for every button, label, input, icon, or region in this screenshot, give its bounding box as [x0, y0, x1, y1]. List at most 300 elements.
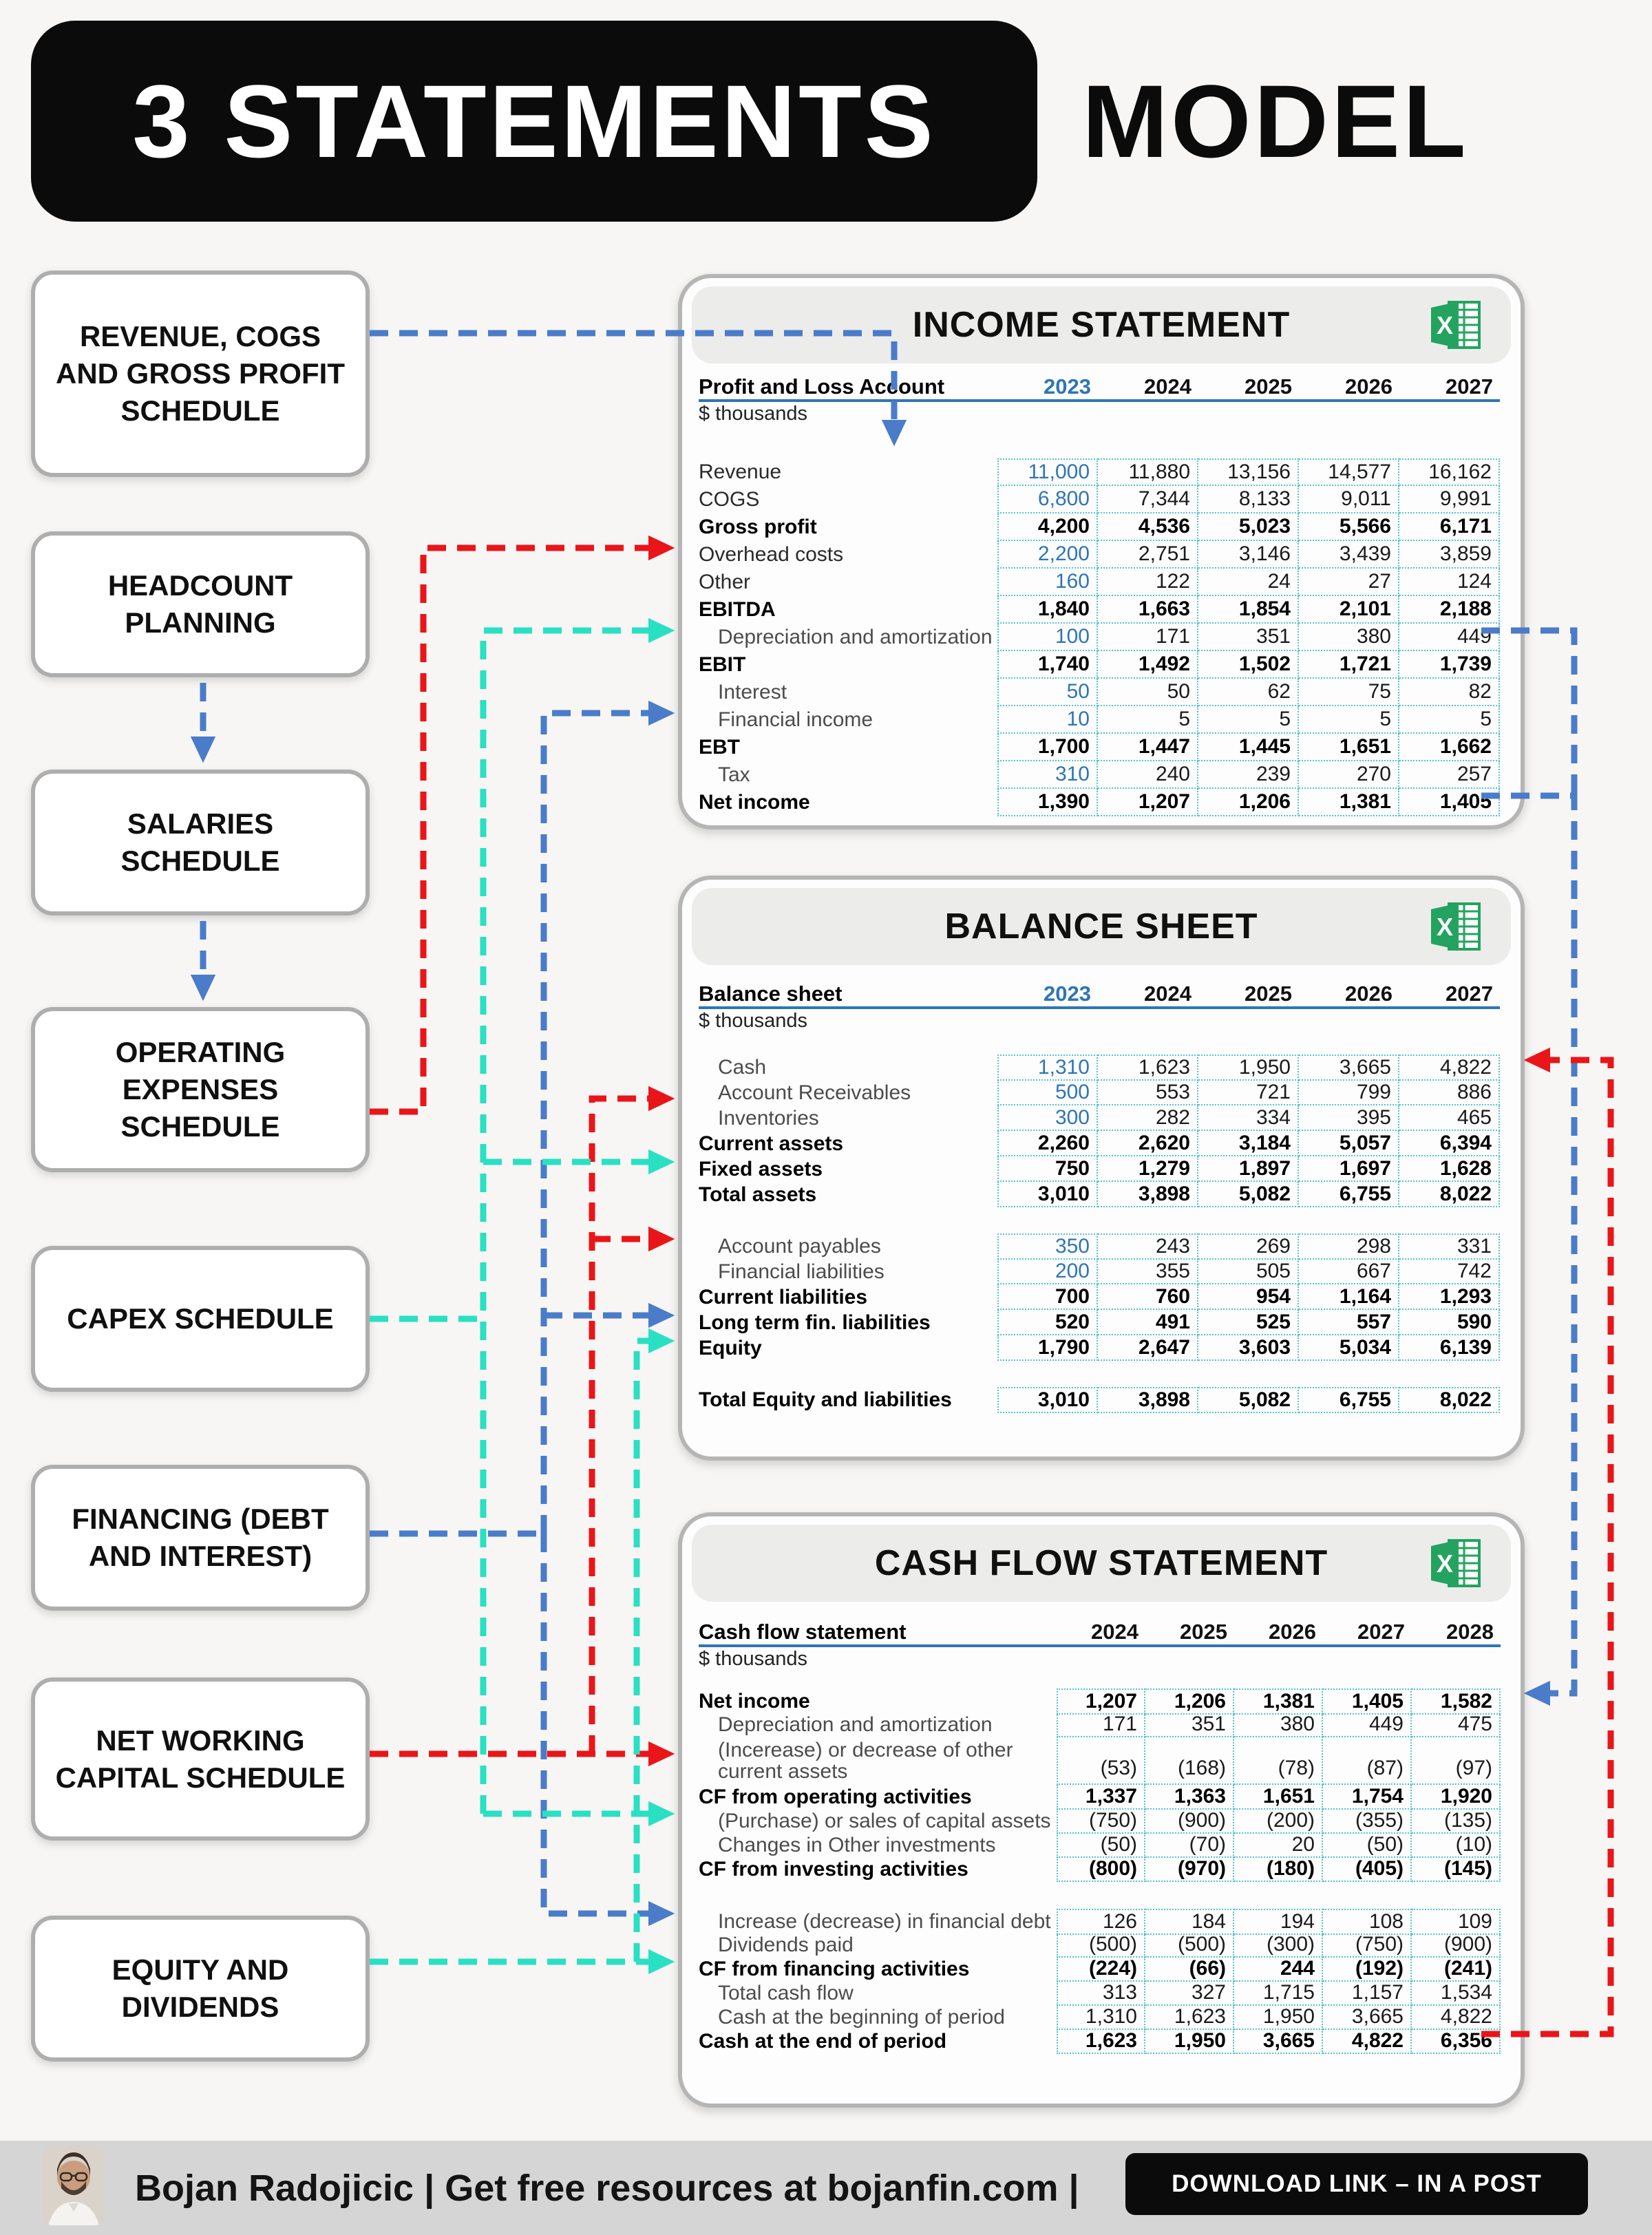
cell-value: 9,991: [1399, 486, 1500, 513]
cell-value: 1,628: [1399, 1156, 1500, 1182]
cell-value: 331: [1399, 1233, 1500, 1260]
cell-value: 2,260: [997, 1131, 1098, 1156]
cell-value: 886: [1399, 1080, 1500, 1105]
year-header: 2026: [1345, 982, 1392, 1006]
cell-value: 1,897: [1198, 1156, 1299, 1182]
row-label: (Incerease) or decrease of other current assets: [718, 1738, 1013, 1783]
cell-value: 3,010: [997, 1182, 1098, 1207]
cell-value: 351: [1145, 1713, 1234, 1737]
excel-icon: [1428, 299, 1482, 351]
cell-value: 1,279: [1098, 1156, 1198, 1182]
table-row: [699, 1688, 1501, 1713]
panel-title-balance: BALANCE SHEET: [944, 907, 1258, 946]
arrow-financing-to-financial-income: [544, 713, 655, 1534]
cell-value: 1,447: [1098, 734, 1198, 761]
cell-value: 1,207: [1098, 789, 1198, 816]
cell-value: 171: [1057, 1713, 1145, 1737]
schedule-box-revenue: REVENUE, COGS AND GROSS PROFIT SCHEDULE: [31, 271, 370, 477]
cell-value: 1,700: [997, 734, 1098, 761]
svg-text:X: X: [1436, 1549, 1454, 1578]
cell-value: 465: [1399, 1105, 1500, 1131]
cell-value: 2,620: [1098, 1131, 1198, 1156]
table-row: [699, 458, 1500, 486]
table-row: [699, 1809, 1501, 1833]
cell-value: (800): [1057, 1857, 1145, 1882]
year-header: 2027: [1446, 982, 1493, 1006]
cell-value: 1,293: [1399, 1284, 1500, 1310]
cell-value: 1,157: [1323, 1981, 1412, 2006]
cell-value: (405): [1323, 1857, 1412, 1882]
panel-title-cashflow: CASH FLOW STATEMENT: [874, 1543, 1328, 1583]
cell-value: 3,146: [1198, 541, 1299, 569]
cell-value: 310: [997, 761, 1098, 789]
cell-value: (50): [1057, 1833, 1145, 1858]
cell-value: 16,162: [1399, 458, 1500, 486]
cell-value: 742: [1399, 1259, 1500, 1284]
title-badge: [31, 21, 1037, 222]
footer-credit: Bojan Radojicic | Get free resources at bojanfin.com |: [135, 2167, 1079, 2209]
schedule-box-financing: FINANCING (DEBT AND INTEREST): [31, 1465, 370, 1611]
cell-value: 1,754: [1323, 1785, 1412, 1810]
cell-value: 82: [1399, 679, 1500, 706]
unit-label: $ thousands: [699, 1647, 808, 1670]
table-title: Cash flow statement: [699, 1619, 907, 1644]
cell-value: 2,647: [1098, 1335, 1198, 1361]
cell-value: 4,536: [1098, 513, 1198, 541]
cell-value: 799: [1299, 1080, 1399, 1105]
schedule-box-capex: CAPEX SCHEDULE: [31, 1246, 370, 1392]
cell-value: 1,623: [1145, 2005, 1234, 2030]
cell-value: 1,697: [1299, 1156, 1399, 1182]
cell-value: 298: [1299, 1233, 1399, 1260]
cell-value: 6,356: [1412, 2029, 1501, 2054]
row-label: Current liabilities: [699, 1285, 868, 1309]
cell-value: 243: [1098, 1233, 1198, 1260]
row-label: Depreciation and amortization: [718, 626, 993, 649]
table-row: [699, 1713, 1501, 1737]
arrow-financing-to-financial-debt: [544, 1534, 655, 1914]
table-row: [699, 761, 1500, 789]
cell-value: 500: [997, 1080, 1098, 1105]
row-label: Equity: [699, 1336, 762, 1359]
row-label: CF from financing activities: [699, 1958, 970, 1981]
schedule-box-headcount: HEADCOUNT PLANNING: [31, 531, 370, 677]
year-header: 2025: [1245, 374, 1292, 399]
avatar: [43, 2146, 105, 2225]
person-photo-icon: [43, 2146, 105, 2225]
row-label: (Purchase) or sales of capital assets: [718, 1810, 1051, 1833]
cell-value: 1,790: [997, 1335, 1098, 1361]
cell-value: 50: [997, 679, 1098, 706]
cell-value: 1,651: [1234, 1785, 1323, 1810]
unit-label: $ thousands: [699, 402, 808, 425]
row-label: Tax: [718, 763, 750, 787]
arrow-opex-to-overhead-costs: [370, 548, 655, 1112]
schedule-box-salaries: SALARIES SCHEDULE: [31, 770, 370, 915]
cell-value: 24: [1198, 569, 1299, 596]
cell-value: 2,188: [1399, 596, 1500, 624]
cell-value: (970): [1145, 1857, 1234, 1882]
cell-value: 109: [1412, 1909, 1501, 1935]
cell-value: 1,363: [1145, 1785, 1234, 1810]
cell-value: 11,000: [997, 458, 1098, 486]
panel-header-income: [692, 286, 1511, 363]
cell-value: 1,739: [1399, 651, 1500, 679]
table-row: [699, 1233, 1500, 1259]
cell-value: 1,337: [1057, 1785, 1145, 1810]
cell-value: 269: [1198, 1233, 1299, 1260]
row-label: COGS: [699, 488, 760, 511]
cell-value: 1,950: [1234, 2005, 1323, 2030]
table-row: [699, 1182, 1500, 1207]
income-table: [699, 374, 1500, 816]
year-header: 2024: [1144, 374, 1192, 399]
cell-value: (168): [1145, 1737, 1234, 1785]
cell-value: 4,822: [1399, 1055, 1500, 1081]
cell-value: 4,822: [1412, 2005, 1501, 2030]
cell-value: 5,082: [1198, 1387, 1299, 1413]
cell-value: 667: [1299, 1259, 1399, 1284]
table-row: [699, 1857, 1501, 1881]
row-label: CF from investing activities: [699, 1858, 968, 1881]
year-header: 2023: [1044, 982, 1091, 1006]
cell-value: (750): [1323, 1933, 1412, 1958]
table-row: [699, 2005, 1501, 2029]
cell-value: 171: [1098, 624, 1198, 651]
cell-value: 6,139: [1399, 1335, 1500, 1361]
table-header-row: [699, 1620, 1501, 1647]
cell-value: 9,011: [1299, 486, 1399, 513]
title-badge-text: 3 STATEMENTS: [132, 63, 936, 179]
table-row: [699, 1737, 1501, 1785]
cell-value: 124: [1399, 569, 1500, 596]
row-label: Cash at the beginning of period: [718, 2006, 1005, 2029]
row-label: CF from operating activities: [699, 1786, 972, 1809]
panel-cashflow-statement: [678, 1512, 1525, 2108]
table-row: [699, 596, 1500, 624]
cell-value: (87): [1323, 1737, 1412, 1785]
cell-value: 380: [1234, 1713, 1323, 1737]
cell-value: 395: [1299, 1105, 1399, 1131]
table-row: [699, 706, 1500, 734]
row-label: Interest: [718, 681, 787, 704]
arrow-capex-to-depreciation: [483, 631, 655, 1814]
cell-value: 3,665: [1234, 2029, 1323, 2054]
cell-value: 449: [1399, 624, 1500, 651]
cell-value: 350: [997, 1233, 1098, 1260]
cell-value: (192): [1323, 1957, 1412, 1982]
row-label: Gross profit: [699, 516, 817, 539]
cell-value: 1,854: [1198, 596, 1299, 624]
cell-value: 3,898: [1098, 1387, 1198, 1413]
download-link-button[interactable]: DOWNLOAD LINK – IN A POST: [1125, 2153, 1588, 2215]
panel-header-cashflow: [692, 1525, 1511, 1602]
cell-value: 1,623: [1098, 1055, 1198, 1081]
cell-value: (900): [1145, 1809, 1234, 1834]
row-label: Overhead costs: [699, 543, 844, 566]
table-row: [699, 486, 1500, 513]
cell-value: 700: [997, 1284, 1098, 1310]
title-model-text: MODEL: [1082, 63, 1469, 179]
cell-value: 100: [997, 624, 1098, 651]
table-row: [699, 1957, 1501, 1981]
table-row: [699, 1785, 1501, 1809]
cell-value: 2,200: [997, 541, 1098, 569]
cell-value: (900): [1412, 1933, 1501, 1958]
table-row: [699, 1055, 1500, 1080]
cell-value: 1,740: [997, 651, 1098, 679]
cell-value: 1,310: [1057, 2005, 1145, 2030]
year-header: 2025: [1245, 982, 1292, 1006]
cell-value: 5,057: [1299, 1131, 1399, 1156]
row-label: Revenue: [699, 460, 782, 484]
table-row: [699, 513, 1500, 541]
cell-value: 721: [1198, 1080, 1299, 1105]
balance-table: [699, 982, 1500, 1412]
row-label: Dividends paid: [718, 1934, 854, 1957]
cell-value: 6,394: [1399, 1131, 1500, 1156]
cell-value: 8,022: [1399, 1182, 1500, 1207]
cell-value: 4,822: [1323, 2029, 1412, 2054]
cell-value: 553: [1098, 1080, 1198, 1105]
cell-value: 3,603: [1198, 1335, 1299, 1361]
cell-value: 5: [1299, 706, 1399, 734]
cell-value: 13,156: [1198, 458, 1299, 486]
cell-value: 590: [1399, 1310, 1500, 1335]
cell-value: 3,184: [1198, 1131, 1299, 1156]
row-label: Current assets: [699, 1132, 844, 1155]
table-row: [699, 1131, 1500, 1156]
row-label: Depreciation and amortization: [718, 1713, 993, 1737]
cell-value: 1,390: [997, 789, 1098, 816]
cell-value: (750): [1057, 1809, 1145, 1834]
cell-value: (135): [1412, 1809, 1501, 1834]
cell-value: 5: [1399, 706, 1500, 734]
cell-value: 1,310: [997, 1055, 1098, 1081]
schedule-box-equity: EQUITY AND DIVIDENDS: [31, 1916, 370, 2062]
cell-value: 1,840: [997, 596, 1098, 624]
cell-value: 20: [1234, 1833, 1323, 1858]
cell-value: 5: [1098, 706, 1198, 734]
row-label: EBIT: [699, 653, 746, 677]
table-row: [699, 1335, 1500, 1361]
cashflow-table: [699, 1620, 1501, 2053]
cell-value: 1,920: [1412, 1785, 1501, 1810]
cell-value: 3,010: [997, 1387, 1098, 1413]
cell-value: 475: [1412, 1713, 1501, 1737]
table-row: [699, 1310, 1500, 1335]
table-row: [699, 1284, 1500, 1310]
cell-value: 194: [1234, 1909, 1323, 1935]
table-title: Balance sheet: [699, 981, 843, 1006]
cell-value: 11,880: [1098, 458, 1198, 486]
table-title: Profit and Loss Account: [699, 374, 945, 399]
row-label: Financial income: [718, 708, 873, 732]
year-header: 2026: [1345, 374, 1392, 399]
cell-value: 760: [1098, 1284, 1198, 1310]
cell-value: 505: [1198, 1259, 1299, 1284]
cell-value: 122: [1098, 569, 1198, 596]
cell-value: 1,715: [1234, 1981, 1323, 2006]
table-row: [699, 734, 1500, 761]
year-header: 2025: [1180, 1620, 1227, 1644]
cell-value: 1,950: [1198, 1055, 1299, 1081]
cell-value: 1,534: [1412, 1981, 1501, 2006]
cell-value: 1,206: [1198, 789, 1299, 816]
panel-income-statement: [678, 274, 1525, 829]
year-header: 2024: [1091, 1620, 1139, 1644]
cell-value: 1,492: [1098, 651, 1198, 679]
cell-value: 126: [1057, 1909, 1145, 1935]
table-row: [699, 1981, 1501, 2005]
cell-value: 6,800: [997, 486, 1098, 513]
table-row: [699, 1259, 1500, 1284]
cell-value: 1,663: [1098, 596, 1198, 624]
cell-value: (500): [1145, 1933, 1234, 1958]
cell-value: (97): [1412, 1737, 1501, 1785]
table-row: [699, 624, 1500, 651]
cell-value: 6,755: [1299, 1387, 1399, 1413]
cell-value: 62: [1198, 679, 1299, 706]
unit-label: $ thousands: [699, 1009, 808, 1032]
cell-value: 1,381: [1234, 1688, 1323, 1715]
cell-value: 1,502: [1198, 651, 1299, 679]
table-row: [699, 679, 1500, 706]
cell-value: 184: [1145, 1909, 1234, 1935]
cell-value: 7,344: [1098, 486, 1198, 513]
cell-value: 240: [1098, 761, 1198, 789]
cell-value: 1,405: [1323, 1688, 1412, 1715]
cell-value: 108: [1323, 1909, 1412, 1935]
cell-value: 525: [1198, 1310, 1299, 1335]
cell-value: 14,577: [1299, 458, 1399, 486]
cell-value: (78): [1234, 1737, 1323, 1785]
row-label: Total cash flow: [718, 1982, 854, 2005]
row-label: Cash: [718, 1056, 767, 1079]
row-label: Other: [699, 571, 751, 594]
schedule-box-nwc: NET WORKING CAPITAL SCHEDULE: [31, 1677, 370, 1841]
cell-value: 200: [997, 1259, 1098, 1284]
excel-icon: [1428, 1537, 1482, 1589]
cell-value: 5: [1198, 706, 1299, 734]
cell-value: 380: [1299, 624, 1399, 651]
year-header: 2023: [1044, 374, 1091, 399]
cell-value: 313: [1057, 1981, 1145, 2006]
cell-value: 5,034: [1299, 1335, 1399, 1361]
row-label: Financial liabilities: [718, 1260, 885, 1283]
cell-value: 3,665: [1323, 2005, 1412, 2030]
cell-value: 355: [1098, 1259, 1198, 1284]
table-row: [699, 651, 1500, 679]
cell-value: 557: [1299, 1310, 1399, 1335]
excel-icon: [1428, 900, 1482, 953]
cell-value: 4,200: [997, 513, 1098, 541]
cell-value: 282: [1098, 1105, 1198, 1131]
cell-value: 5,082: [1198, 1182, 1299, 1207]
cell-value: 2,101: [1299, 596, 1399, 624]
table-row: [699, 789, 1500, 816]
cell-value: 50: [1098, 679, 1198, 706]
cell-value: 520: [997, 1310, 1098, 1335]
table-row: [699, 1833, 1501, 1857]
cell-value: 257: [1399, 761, 1500, 789]
table-gap: [699, 1207, 1500, 1233]
cell-value: 244: [1234, 1957, 1323, 1982]
cell-value: (355): [1323, 1809, 1412, 1834]
cell-value: (53): [1057, 1737, 1145, 1785]
cell-value: 1,623: [1057, 2029, 1145, 2054]
row-label: Total assets: [699, 1183, 817, 1206]
cell-value: 1,651: [1299, 734, 1399, 761]
cell-value: 300: [997, 1105, 1098, 1131]
year-header: 2028: [1446, 1620, 1494, 1644]
table-gap: [699, 1881, 1501, 1909]
cell-value: 750: [997, 1156, 1098, 1182]
year-header: 2026: [1269, 1620, 1316, 1644]
row-label: Inventories: [718, 1106, 819, 1130]
row-label: Long term fin. liabilities: [699, 1311, 931, 1334]
cell-value: (66): [1145, 1957, 1234, 1982]
cell-value: (200): [1234, 1809, 1323, 1834]
cell-value: (180): [1234, 1857, 1323, 1882]
row-label: Increase (decrease) in financial debt: [718, 1910, 1051, 1934]
cell-value: 27: [1299, 569, 1399, 596]
cell-value: 449: [1323, 1713, 1412, 1737]
cell-value: 334: [1198, 1105, 1299, 1131]
row-label: Account payables: [718, 1235, 881, 1258]
table-header-row: [699, 982, 1500, 1009]
cell-value: 8,133: [1198, 486, 1299, 513]
table-row: [699, 541, 1500, 569]
cell-value: 491: [1098, 1310, 1198, 1335]
row-label: EBT: [699, 736, 740, 759]
cell-value: 75: [1299, 679, 1399, 706]
cell-value: 1,721: [1299, 651, 1399, 679]
cell-value: 1,405: [1399, 789, 1500, 816]
year-header: 2027: [1357, 1620, 1405, 1644]
table-row: [699, 569, 1500, 596]
cell-value: 5,023: [1198, 513, 1299, 541]
cell-value: (500): [1057, 1933, 1145, 1958]
cell-value: 3,439: [1299, 541, 1399, 569]
cell-value: 1,582: [1412, 1688, 1501, 1715]
row-label: Total Equity and liabilities: [699, 1388, 952, 1412]
table-row: [699, 1105, 1500, 1131]
cell-value: (145): [1412, 1857, 1501, 1882]
cell-value: 3,665: [1299, 1055, 1399, 1081]
panel-balance-statement: [678, 876, 1525, 1461]
table-row: [699, 1387, 1500, 1412]
cell-value: 1,381: [1299, 789, 1399, 816]
row-label: Cash at the end of period: [699, 2030, 947, 2053]
table-row: [699, 1909, 1501, 1933]
row-label: Changes in Other investments: [718, 1834, 996, 1857]
year-header: 2024: [1144, 982, 1192, 1006]
schedule-box-opex: OPERATING EXPENSES SCHEDULE: [31, 1007, 370, 1172]
table-gap: [699, 1361, 1500, 1387]
row-label: Fixed assets: [699, 1157, 823, 1180]
cell-value: (241): [1412, 1957, 1501, 1982]
cell-value: (50): [1323, 1833, 1412, 1858]
cell-value: 270: [1299, 761, 1399, 789]
cell-value: 2,751: [1098, 541, 1198, 569]
row-label: Net income: [699, 791, 810, 814]
panel-header-balance: [692, 888, 1511, 965]
cell-value: 160: [997, 569, 1098, 596]
cell-value: 351: [1198, 624, 1299, 651]
cell-value: 8,022: [1399, 1387, 1500, 1413]
row-label: Net income: [699, 1690, 810, 1713]
